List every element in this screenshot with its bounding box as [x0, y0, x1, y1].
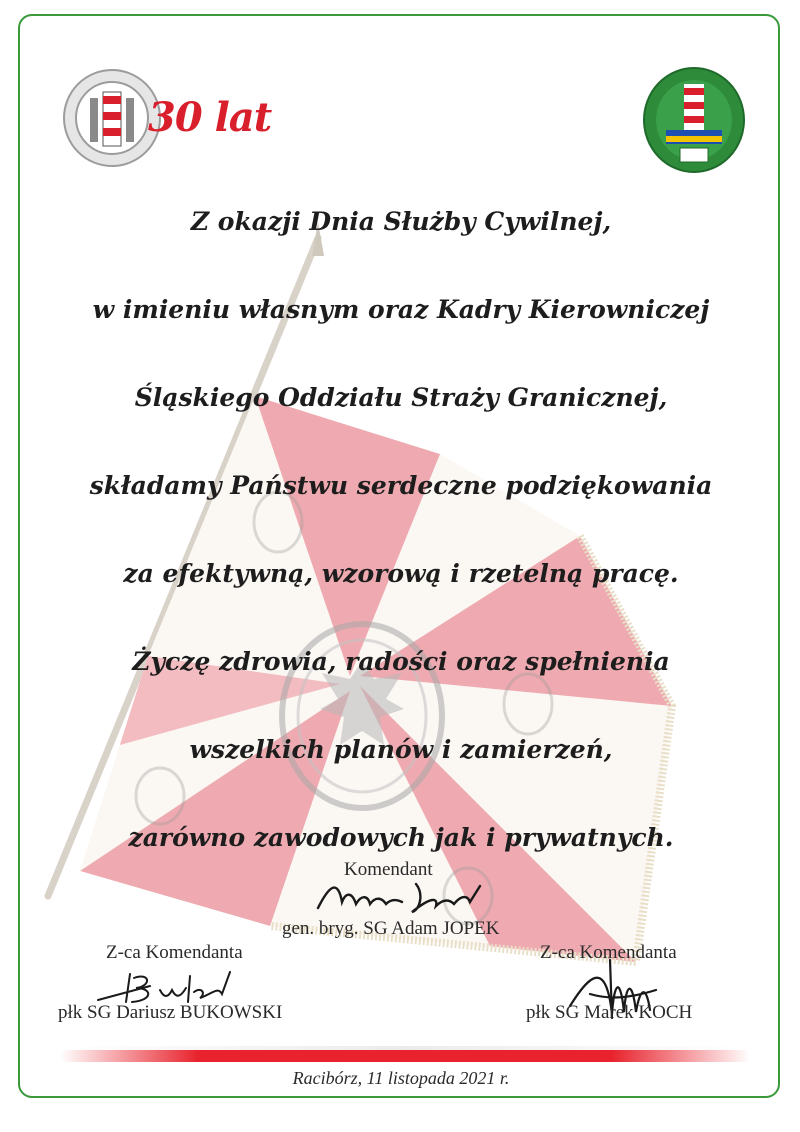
- red-divider-stripe: [60, 1050, 750, 1062]
- document-frame: [18, 14, 780, 1098]
- letter-line: zarówno zawodowych jak i prywatnych.: [128, 823, 674, 852]
- letter-body: [20, 186, 780, 890]
- letter-line: w imieniu własnym oraz Kadry Kierowniczej: [92, 295, 710, 324]
- deputy-left-name: płk SG Dariusz BUKOWSKI: [58, 1002, 283, 1023]
- commander-signature: [312, 874, 492, 916]
- deputy-right-name: płk SG Marek KOCH: [526, 1002, 693, 1023]
- commander-name: gen. bryg. SG Adam JOPEK: [282, 918, 500, 939]
- border-guard-emblem-logo: [62, 68, 162, 168]
- place-and-date: Racibórz, 11 listopada 2021 r.: [292, 1068, 510, 1088]
- commander-title: Komendant: [344, 859, 433, 880]
- anniversary-30-lat-logo: 30 lat: [148, 94, 272, 141]
- letter-line: składamy Państwu serdeczne podziękowania: [89, 471, 713, 500]
- letter-line: Z okazji Dnia Służby Cywilnej,: [190, 207, 612, 236]
- letter-line: za efektywną, wzorową i rzetelną pracę.: [123, 559, 679, 588]
- silesian-division-emblem-logo: [640, 66, 748, 174]
- deputy-left-title: Z-ca Komendanta: [106, 942, 243, 963]
- deputy-right-title: Z-ca Komendanta: [540, 942, 677, 963]
- letter-line: Śląskiego Oddziału Straży Granicznej,: [134, 383, 668, 412]
- letter-line: wszelkich planów i zamierzeń,: [189, 735, 613, 764]
- letter-line: Życzę zdrowia, radości oraz spełnienia: [132, 647, 670, 676]
